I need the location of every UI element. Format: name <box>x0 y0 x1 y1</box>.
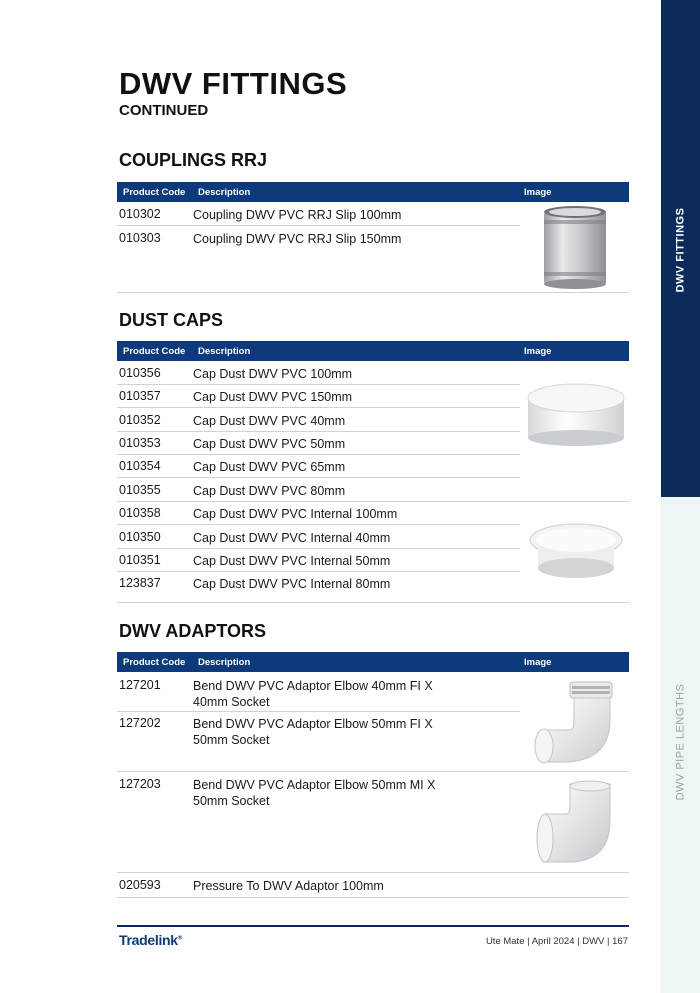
coupling-image <box>540 204 610 290</box>
row-divider <box>117 384 520 385</box>
section-divider <box>117 292 629 293</box>
product-description: Cap Dust DWV PVC Internal 80mm <box>193 577 391 591</box>
product-description: Bend DWV PVC Adaptor Elbow 40mm FI X 40mm Socket <box>193 679 433 709</box>
side-tab-dwv-fittings[interactable] <box>661 0 700 497</box>
product-code: 010356 <box>119 366 161 380</box>
group-divider <box>117 771 629 772</box>
side-tab-label: DWV FITTINGS <box>674 207 687 293</box>
row-divider <box>117 711 520 712</box>
row-divider <box>117 548 520 549</box>
header-description: Description <box>198 657 251 668</box>
dust-cap-image <box>526 380 626 450</box>
product-description: Cap Dust DWV PVC 80mm <box>193 484 346 498</box>
section-divider <box>117 897 629 898</box>
product-code: 020593 <box>119 878 161 892</box>
product-code: 010358 <box>119 506 161 520</box>
header-description: Description <box>198 346 251 357</box>
product-description: Cap Dust DWV PVC 150mm <box>193 390 353 404</box>
section-title-couplings: COUPLINGS RRJ <box>119 150 268 170</box>
product-description: Cap Dust DWV PVC Internal 100mm <box>193 507 398 521</box>
header-product-code: Product Code <box>123 346 186 357</box>
row-divider <box>117 524 520 525</box>
side-tab-label: DWV PIPE LENGTHS <box>674 683 687 801</box>
tradelink-logo[interactable]: Tradelink® <box>119 932 182 948</box>
footer-info: Ute Mate | April 2024 | DWV | 167 <box>485 936 628 947</box>
table-header <box>117 341 629 361</box>
section-title-dust-caps: DUST CAPS <box>119 310 224 330</box>
product-code: 127203 <box>119 777 161 791</box>
product-description: Cap Dust DWV PVC Internal 50mm <box>193 554 391 568</box>
section-divider <box>117 602 629 603</box>
group-divider <box>117 872 629 873</box>
product-description: Bend DWV PVC Adaptor Elbow 50mm MI X 50mm Socket <box>193 778 436 808</box>
row-divider <box>117 431 520 432</box>
row-divider <box>117 571 520 572</box>
product-code: 127201 <box>119 678 161 692</box>
adaptor-elbow-fi-image <box>530 680 622 768</box>
table-header <box>117 182 629 202</box>
header-product-code: Product Code <box>123 657 186 668</box>
header-image: Image <box>524 187 552 198</box>
product-code: 010352 <box>119 413 161 427</box>
page-title: DWV FITTINGS <box>119 66 348 101</box>
product-description: Cap Dust DWV PVC 50mm <box>193 437 346 451</box>
row-divider <box>117 225 520 226</box>
product-code: 123837 <box>119 576 161 590</box>
product-description: Cap Dust DWV PVC Internal 40mm <box>193 531 391 545</box>
page-subtitle: CONTINUED <box>119 102 209 119</box>
product-description: Coupling DWV PVC RRJ Slip 100mm <box>193 208 402 222</box>
header-image: Image <box>524 346 552 357</box>
header-description: Description <box>198 187 251 198</box>
footer-divider <box>117 925 629 927</box>
product-code: 010303 <box>119 231 161 245</box>
group-divider <box>117 501 629 502</box>
product-code: 127202 <box>119 716 161 730</box>
row-divider <box>117 454 520 455</box>
product-description: Pressure To DWV Adaptor 100mm <box>193 879 384 893</box>
product-code: 010351 <box>119 553 161 567</box>
dust-cap-internal-image <box>528 518 624 582</box>
section-title-adaptors: DWV ADAPTORS <box>119 621 267 641</box>
product-code: 010350 <box>119 530 161 544</box>
row-divider <box>117 477 520 478</box>
product-description: Cap Dust DWV PVC 40mm <box>193 414 346 428</box>
product-description: Bend DWV PVC Adaptor Elbow 50mm FI X 50mm Socket <box>193 717 433 747</box>
header-product-code: Product Code <box>123 187 186 198</box>
product-code: 010357 <box>119 389 161 403</box>
product-description: Coupling DWV PVC RRJ Slip 150mm <box>193 232 402 246</box>
product-description: Cap Dust DWV PVC 100mm <box>193 367 353 381</box>
header-image: Image <box>524 657 552 668</box>
product-code: 010355 <box>119 483 161 497</box>
product-code: 010353 <box>119 436 161 450</box>
product-description: Cap Dust DWV PVC 65mm <box>193 460 346 474</box>
product-code: 010354 <box>119 459 161 473</box>
table-header <box>117 652 629 672</box>
adaptor-elbow-mi-image <box>536 780 618 866</box>
product-code: 010302 <box>119 207 161 221</box>
row-divider <box>117 407 520 408</box>
side-tab-dwv-pipe-lengths[interactable] <box>661 497 700 993</box>
